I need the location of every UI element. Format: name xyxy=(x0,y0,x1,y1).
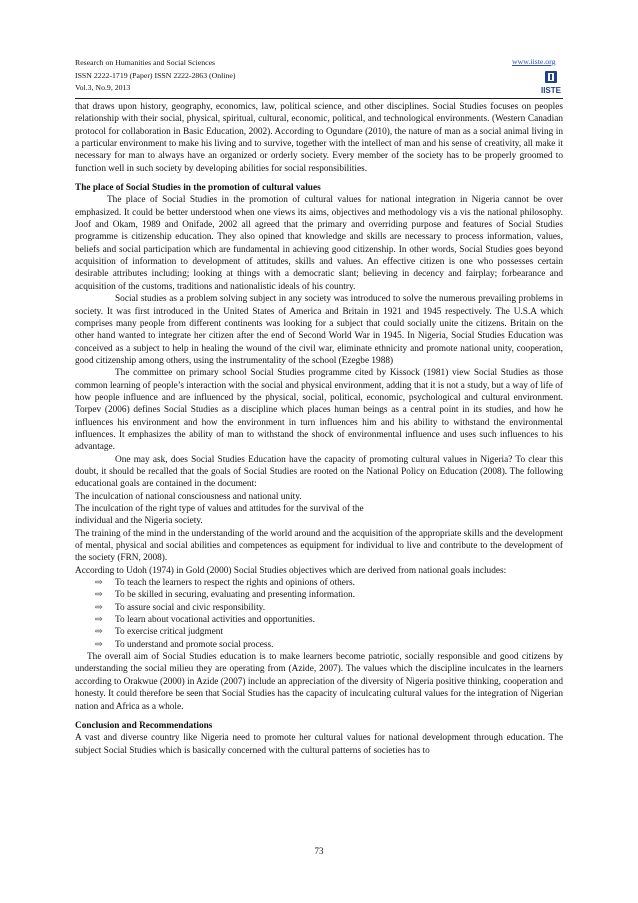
paragraph-training-of-mind: The training of the mind in the understanding of the world around and the acquisition of the appropriate skills and the development of mental, physical and social abilities and competences as equipment for individual to live and contribute to the development of the society (FRN, 2008). xyxy=(75,528,563,564)
journal-name: Research on Humanities and Social Sciences xyxy=(75,58,216,67)
arrow-bullet-icon: ⇨ xyxy=(95,627,103,638)
objectives-list xyxy=(75,577,563,651)
running-header xyxy=(75,57,235,95)
paragraph-intro: that draws upon history, geography, economics, law, political science, and other disciplines. Social Studies focuses on peoples relationship with their social, physical, spiritual, cultural, economic, political, and technological environments. (Western Canadian protocol for collaboration in Basic Education, 2002). According to Ogundare (2010), the nature of man as a social animal living in a particular environment to make his living and to survive, together with the intellect of man and his sense of creativity, all make it necessary for man to always have an organized or orderly society. Every member of the society has to be properly groomed to function well in such society by developing abilities for social responsibilities. xyxy=(75,102,563,174)
section-heading-cultural-values: The place of Social Studies in the promotion of cultural values xyxy=(75,183,321,194)
article-body xyxy=(75,101,563,757)
list-item: ⇨ To teach the learners to respect the rights and opinions of others. xyxy=(95,578,355,589)
paragraph-place-of-social-studies: The place of Social Studies in the promotion of cultural values for national integration in Nigeria cannot be over emphasized. It could be better understood when one views its aims, objectives and methodology vis a vis the national philosophy. Joof and Okam, 1989 and Onifade, 2002 all agreed that the primary and overriding purpose and features of Social Studies programme is citizenship education. They also opined that knowledge and skills are necessary to process information, values, beliefs and social participation which are fundamental in achieving good citizenship. In other words, Social Studies goes beyond acquisition of information to development of attitudes, skills and values. An effective citizen is one who possesses certain desirable attributes including; looking at things with a democratic slant; believing in decency and fairplay; forbearance and acquisition of the customs, traditions and nationalistic ideals of his country. xyxy=(75,195,563,292)
goal-line: The inculcation of the right type of values and attitudes for the survival of the xyxy=(75,504,364,514)
paragraph-committee: The committee on primary school Social Studies programme cited by Kissock (1981) view Social Studies as those common learning of people’s interaction with the social and physical environment, adding that it is not a study, but a way of life of how people influence and are influenced by the physical, social, political, economic, psychological and cultural environment. Torpev (2006) defines Social Studies as a discipline which places human beings as a central point in its studies, and how he influences his environment and how the environment in turn influences him and his ability to withstand the environmental influences. It emphasizes the ability of man to withstand the shock of environmental influence and uses such influences to his advantage. xyxy=(75,368,563,453)
header-rule xyxy=(75,98,563,99)
paragraph-overall-aim: The overall aim of Social Studies education is to make learners become patriotic, socially responsible and good citizens by understanding the social milieu they are operating from (Azide, 2007). The values which the discipline inculcates in the learners according to Orakwue (2000) in Azide (2007) include an appreciation of the diversity of Nigeria positive thinking, cooperation and honesty. It could therefore be seen that Social Studies has the capacity of inculcating cultural values for the integration of Nigerian nation and Africa as a whole. xyxy=(75,652,563,712)
volume-line: Vol.3, No.9, 2013 xyxy=(75,83,131,92)
arrow-bullet-icon: ⇨ xyxy=(95,615,103,626)
list-item: ⇨ To understand and promote social process. xyxy=(95,639,274,650)
goal-line: The inculcation of national consciousness and national unity. xyxy=(75,491,302,502)
list-item: ⇨ To assure social and civic responsibility. xyxy=(95,602,266,613)
section-heading-conclusion: Conclusion and Recommendations xyxy=(75,720,213,731)
arrow-bullet-icon: ⇨ xyxy=(95,590,103,601)
svg-text:IISTE: IISTE xyxy=(540,86,562,95)
goal-line: individual and the Nigeria society. xyxy=(75,516,203,527)
list-item: ⇨ To exercise critical judgment xyxy=(95,627,224,638)
arrow-bullet-icon: ⇨ xyxy=(95,578,103,589)
paragraph-capacity-question: One may ask, does Social Studies Education have the capacity of promoting cultural values in Nigeria? To clear this doubt, it should be recalled that the goals of Social Studies are rooted on the National Policy on Education (2008). The following educational goals are contained in the document: xyxy=(75,454,563,490)
journal-website-link[interactable]: www.iiste.org xyxy=(512,57,556,66)
paragraph-conclusion: A vast and diverse country like Nigeria need to promote her cultural values for national development through education. The subject Social Studies which is basically concerned with the cultural patterns of societies has to xyxy=(75,733,563,756)
arrow-bullet-icon: ⇨ xyxy=(95,639,103,650)
paragraph-udoh-objectives: According to Udoh (1974) in Gold (2000) Social Studies objectives which are derived from national goals includes: xyxy=(75,565,507,576)
page-number: 73 xyxy=(314,846,324,856)
list-item: ⇨ To be skilled in securing, evaluating and presenting information. xyxy=(95,590,355,601)
arrow-bullet-icon: ⇨ xyxy=(95,602,103,613)
issn-line: ISSN 2222-1719 (Paper) ISSN 2222-2863 (Online) xyxy=(75,70,236,80)
iiste-logo xyxy=(536,70,566,96)
list-item: ⇨ To learn about vocational activities and opportunities. xyxy=(95,615,315,626)
paragraph-problem-solving: Social studies as a problem solving subject in any society was introduced to solve the numerous prevailing problems in society. It was first introduced in the United States of America and Britain in 1921 and 1945 respectively. The U.S.A which comprises many people from different continents was looking for a subject that could socially unite the citizens. Britain on the other hand wanted to integrate her citizen after the end of Second World War in 1945. In Nigeria, Social Studies Education was conceived as a subject to help in healing the wound of the civil war, eliminate ethnicity and promote national unity, cooperation, good citizenship among others, using the instrumentality of the school (Ezegbe 1988) xyxy=(75,294,563,366)
